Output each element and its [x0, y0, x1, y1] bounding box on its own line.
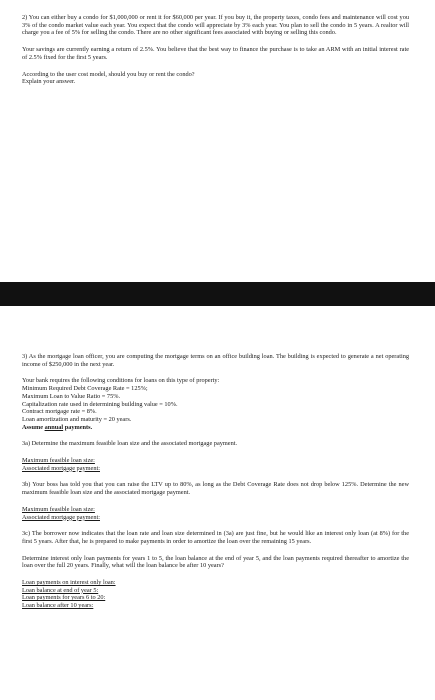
q3-intro: 3) As the mortgage loan officer, you are computing the mortgage terms on an office building loan. The building is expected to generate a net operating income of $250,000 in the next year.	[22, 353, 409, 368]
assume-annual-payments: Assume annual payments.	[22, 423, 93, 431]
q3a-max-loan-label: Maximum feasible loan size:	[22, 457, 95, 465]
q3b-max-loan-label: Maximum feasible loan size:	[22, 505, 95, 513]
q3c-balance-year10-label: Loan balance after 10 years:	[22, 602, 94, 610]
q3b-question: 3b) Your boss has told you that you can raise the LTV up to 80%, as long as the Debt Coverage Rate does not drop below 125%. Determine the new maximum feasible loan size and the associated mortgage payment.	[22, 481, 409, 497]
q3-conditions	[22, 377, 409, 431]
q3b-answers	[22, 506, 409, 521]
conditions-intro: Your bank requires the following conditions for loans on this type of property:	[22, 377, 220, 385]
q3a-question: 3a) Determine the maximum feasible loan size and the associated mortgage payment.	[22, 440, 238, 448]
upper-page	[0, 0, 435, 282]
q3c-interest-only-label: Loan payments on interest only loan:	[22, 579, 116, 587]
q3b-payment-label: Associated mortgage payment:	[22, 513, 100, 521]
question-3	[0, 306, 435, 610]
condition-amortization: Loan amortization and maturity = 20 years.	[22, 415, 132, 423]
lower-page	[0, 306, 435, 700]
q3c-detail: Determine interest only loan payments for years 1 to 5, the loan balance at the end of year 5, and the loan payments required thereafter to amortize the loan over the full 20 years. Finally, what will the loan balance be after 10 years?	[22, 554, 409, 570]
question-2	[0, 0, 435, 86]
q3a-payment-label: Associated mortgage payment:	[22, 464, 100, 472]
condition-dcr: Minimum Required Debt Coverage Rate = 125%;	[22, 385, 148, 393]
page-divider	[0, 282, 435, 306]
q3c-answers	[22, 579, 409, 610]
q3a-answers	[22, 457, 409, 472]
q2-paragraph-1: 2) You can either buy a condo for $1,000,000 or rent it for $60,000 per year. If you buy it, the property taxes, condo fees and maintenance will cost you 3% of the condo market value each year. You expect that the condo will appreciate by 3% each year. You plan to sell the condo in 5 years. A realtor will charge you a fee of 5% for selling the condo. There are no other significant fees associated with buying or selling this condo.	[22, 14, 409, 37]
q3c-question: 3c) The borrower now indicates that the loan rate and loan size determined in (3a) are just fine, but he would like an interest only loan (at 8%) for the first 5 years. After that, he is prepared to make payments in order to amortize the loan over the remaining 15 years.	[22, 530, 409, 545]
q2-explain: Explain your answer.	[22, 78, 76, 86]
q3c-balance-year5-label: Loan balance at end of year 5:	[22, 586, 99, 594]
condition-mortgage-rate: Contract mortgage rate = 8%.	[22, 408, 97, 416]
condition-ltv: Maximum Loan to Value Ratio = 75%.	[22, 392, 121, 400]
condition-cap-rate: Capitalization rate used in determining building value = 10%.	[22, 400, 178, 408]
q3c-payments-6-20-label: Loan payments for years 6 to 20:	[22, 594, 106, 602]
q2-paragraph-2: Your savings are currently earning a return of 2.5%. You believe that the best way to finance the purchase is to take an ARM with an initial interest rate of 2.5% fixed for the first 5 years.	[22, 46, 409, 61]
q2-question: According to the user cost model, should you buy or rent the condo?	[22, 70, 195, 78]
